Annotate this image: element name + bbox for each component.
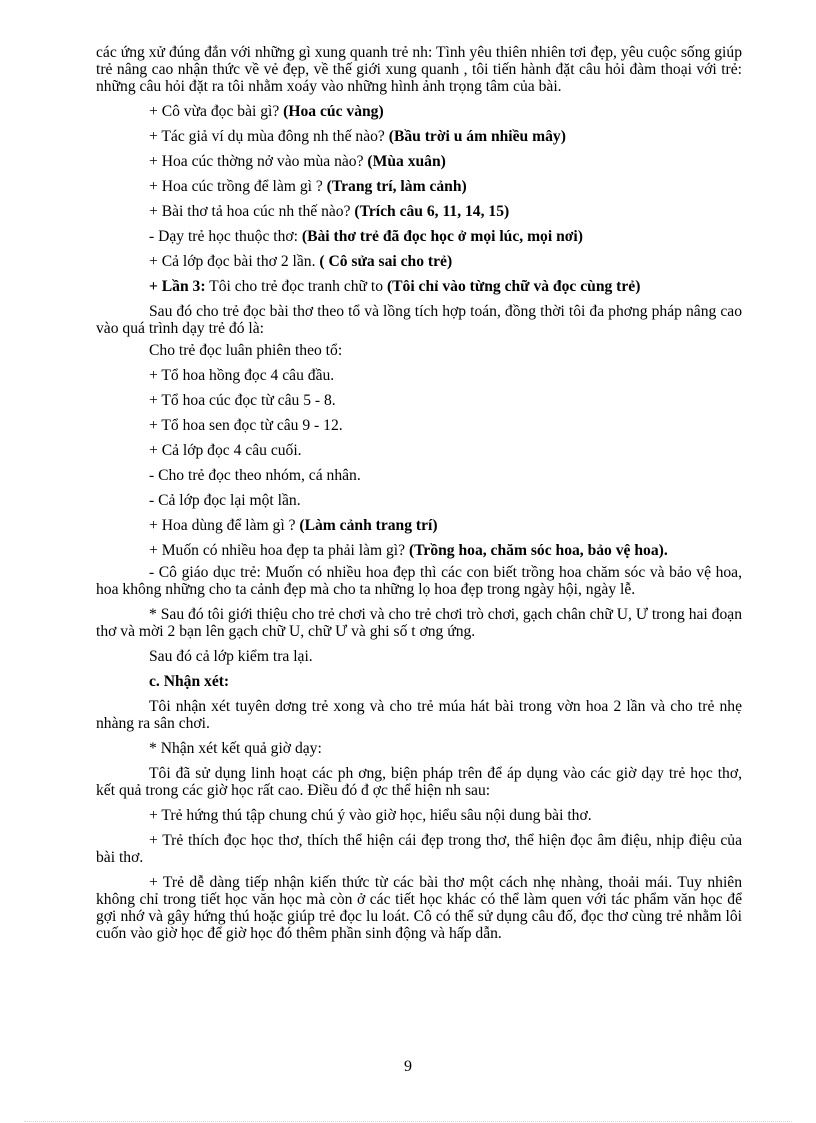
group-reading-intro: Sau đó cho trẻ đọc bài thơ theo tổ và lồng tích hợp toán, đồng thời tôi đa phơng pháp nâng cao vào quá trình dạy trẻ đó là: — [96, 303, 742, 337]
question-6: + Hoa dùng để làm gì ? (Làm cảnh trang trí) — [149, 517, 438, 534]
third-time-label: + Lần 3: — [149, 278, 206, 295]
question-4: + Hoa cúc trồng để làm gì ? (Trang trí, làm cảnh) — [149, 178, 467, 195]
teacher-educates: - Cô giáo dục trẻ: Muốn có nhiều hoa đẹp thì các con biết trồng hoa chăm sóc và bảo vệ hoa, hoa không những cho ta cảnh đẹp mà cho ta những lọ hoa đẹp trong ngày hội, ngày lễ. — [96, 564, 742, 598]
answer-6: (Làm cảnh trang trí) — [299, 517, 438, 534]
class-read-note: ( Cô sửa sai cho trẻ) — [319, 253, 453, 270]
answer-2: (Bầu trời u ám nhiều mây) — [388, 128, 566, 145]
answer-7: (Trồng hoa, chăm sóc hoa, bảo vệ hoa). — [408, 542, 668, 559]
answer-5: (Trích câu 6, 11, 14, 15) — [354, 203, 510, 220]
result-item-1: + Trẻ hứng thú tập chung chú ý vào giờ học, hiểu sâu nội dung bài thơ. — [149, 807, 592, 824]
group-chrysanthemum: + Tổ hoa cúc đọc từ câu 5 - 8. — [149, 392, 336, 409]
group-individual: - Cho trẻ đọc theo nhóm, cá nhân. — [149, 467, 361, 484]
question-2: + Tác giả ví dụ mùa đông nh thế nào? (Bầu trời u ám nhiều mây) — [149, 128, 566, 145]
result-item-2: + Trẻ thích đọc học thơ, thích thể hiện cái đẹp trong thơ, thể hiện đọc âm điệu, nhịp điệu của bài thơ. — [96, 832, 742, 866]
paragraph-intro: các ứng xử đúng đắn với những gì xung quanh trẻ nh: Tình yêu thiên nhiên tơi đẹp, yêu cuộc sống giúp trẻ nâng cao nhận thức về vẻ đẹp, về thế giới xung quanh , tôi tiến hành đặt câu hỏi đàm thoại với trẻ: những câu hỏi đặt ra tôi nhằm xoáy vào những hình ảnh trọng tâm của bài. — [96, 44, 742, 95]
group-lotus: + Tổ hoa sen đọc từ câu 9 - 12. — [149, 417, 343, 434]
page-number: 9 — [404, 1058, 412, 1075]
bottom-divider — [24, 1121, 792, 1122]
teach-memorize-note: (Bài thơ trẻ đã đọc học ở mọi lúc, mọi nơi) — [301, 228, 583, 245]
question-3: + Hoa cúc thờng nở vào mùa nào? (Mùa xuân) — [149, 153, 446, 170]
rotate-by-group: Cho trẻ đọc luân phiên theo tổ: — [149, 342, 343, 359]
game-intro: * Sau đó tôi giới thiệu cho trẻ chơi và cho trẻ chơi trò chơi, gạch chân chữ U, Ư trong hai đoạn thơ và mời 2 bạn lên gạch chữ U, chữ Ư và ghi số t ơng ứng. — [96, 606, 742, 640]
third-time-note: (Tôi chỉ vào từng chữ và đọc cùng trẻ) — [386, 278, 641, 295]
class-read-twice: + Cả lớp đọc bài thơ 2 lần. ( Cô sửa sai cho trẻ) — [149, 253, 453, 270]
teach-memorize: - Dạy trẻ học thuộc thơ: (Bài thơ trẻ đã đọc học ở mọi lúc, mọi nơi) — [149, 228, 583, 245]
group-rose: + Tổ hoa hồng đọc 4 câu đầu. — [149, 367, 335, 384]
section-heading: c. Nhận xét: — [149, 673, 230, 690]
answer-1: (Hoa cúc vàng) — [283, 103, 384, 120]
question-5: + Bài thơ tả hoa cúc nh thế nào? (Trích câu 6, 11, 14, 15) — [149, 203, 510, 220]
third-time: + Lần 3: Tôi cho trẻ đọc tranh chữ to (Tôi chỉ vào từng chữ và đọc cùng trẻ) — [149, 278, 641, 295]
document-page — [96, 44, 742, 950]
answer-4: (Trang trí, làm cảnh) — [326, 178, 467, 195]
question-7: + Muốn có nhiều hoa đẹp ta phải làm gì? (Trồng hoa, chăm sóc hoa, bảo vệ hoa). — [149, 542, 668, 559]
result-heading: * Nhận xét kết quả giờ dạy: — [149, 740, 322, 757]
result-paragraph: Tôi đã sử dụng linh hoạt các ph ơng, biện pháp trên để áp dụng vào các giờ dạy trẻ học thơ, kết quả trong các giờ học rất cao. Điều đó đ ợc thể hiện nh sau: — [96, 765, 742, 799]
remark-paragraph: Tôi nhận xét tuyên dơng trẻ xong và cho trẻ múa hát bài trong vờn hoa 2 lần và cho trẻ nhẹ nhàng ra sân chơi. — [96, 698, 742, 732]
whole-class-last: + Cả lớp đọc 4 câu cuối. — [149, 442, 302, 459]
class-check: Sau đó cả lớp kiểm tra lại. — [149, 648, 313, 665]
question-1: + Cô vừa đọc bài gì? (Hoa cúc vàng) — [149, 103, 384, 120]
class-reread: - Cả lớp đọc lại một lần. — [149, 492, 301, 509]
answer-3: (Mùa xuân) — [367, 153, 446, 170]
result-item-3: + Trẻ dễ dàng tiếp nhận kiến thức từ các bài thơ một cách nhẹ nhàng, thoải mái. Tuy nhiên không chỉ trong tiết học văn học mà còn ở các tiết học khác có thể làm quen với tác phẩm văn học để gợi nhớ và gây hứng thú hoặc giúp trẻ đọc lu loát. Cô có thể sử dụng câu đố, đọc thơ cùng trẻ nhằm lôi cuốn vào giờ học để giờ học đó thêm phần sinh động và hấp dẫn. — [96, 874, 742, 942]
